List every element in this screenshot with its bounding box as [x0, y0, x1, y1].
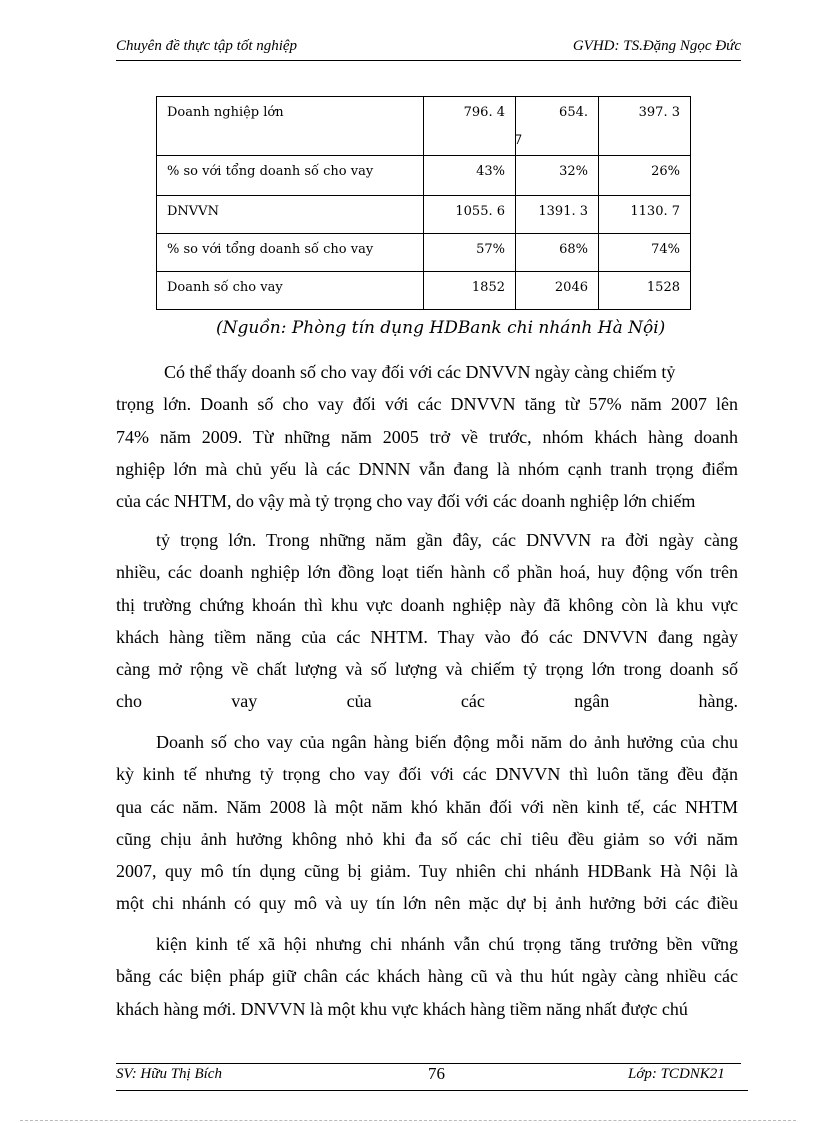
table-cell-value: 32% [516, 156, 599, 196]
text-line: nghiệp lớn mà chủ yếu là các DNNN vẫn đang là nhóm cạnh tranh trọng điểm [116, 458, 738, 479]
table-row [157, 272, 691, 310]
table-cell-value: 68% [516, 234, 599, 272]
table-cell-value: 57% [424, 234, 516, 272]
text-line: càng mở rộng về chất lượng và số lượng và chiếm tỷ trọng lớn trong doanh số [116, 659, 738, 680]
page-number: 76 [428, 1064, 445, 1083]
text-line: 74% năm 2009. Từ những năm 2005 trở về trước, nhóm khách hàng doanh [116, 426, 738, 447]
footer-class: Lớp: TCDNK21 [628, 1066, 725, 1082]
table-row [157, 196, 691, 234]
table-cell-value: 397. 3 [599, 97, 691, 156]
table-cell-value: 1852 [424, 272, 516, 310]
text-line: cho vay của các ngân hàng. [116, 691, 738, 712]
table-cell-label: Doanh nghiệp lớn [157, 97, 424, 156]
table-cell-value: 1055. 6 [424, 196, 516, 234]
table-cell-label: DNVVN [157, 196, 424, 234]
text-line: một chi nhánh có quy mô và uy tín lớn nên mặc dự bị ảnh hưởng bởi các điều [116, 893, 738, 914]
table-cell-value: 796. 4 [424, 97, 516, 156]
paragraph-3 [116, 726, 738, 920]
text-line: tỷ trọng lớn. Trong những năm gần đây, các DNVVN ra đời ngày càng [156, 530, 738, 550]
table-cell-label: % so với tổng doanh số cho vay [157, 156, 424, 196]
text-line: khách hàng tiềm năng của các NHTM. Thay vào đó các DNVVN đang ngày [116, 626, 738, 647]
table-row [157, 234, 691, 272]
table-cell-label: % so với tổng doanh số cho vay [157, 234, 424, 272]
paragraph-2 [116, 524, 738, 718]
table-cell-value: 74% [599, 234, 691, 272]
table-cell-value-part: 654. [559, 105, 588, 120]
table-cell-value: 26% [599, 156, 691, 196]
table-cell-label: Doanh số cho vay [157, 272, 424, 310]
text-line: cũng chịu ảnh hưởng không nhỏ khi đa số các chỉ tiêu đều giảm so với năm [116, 828, 738, 849]
table-row [157, 97, 691, 156]
paragraph-4 [116, 928, 738, 1025]
text-line: trọng lớn. Doanh số cho vay đối với các DNVVN tăng từ 57% năm 2007 lên [116, 394, 738, 415]
footer-student: SV: Hữu Thị Bích [116, 1066, 222, 1082]
text-line: Doanh số cho vay của ngân hàng biến động mỗi năm do ảnh hưởng của chu [156, 732, 738, 752]
table-cell-value-part: 7 [514, 133, 523, 148]
footer-bottom-rule [116, 1090, 748, 1091]
table-cell-value: 43% [424, 156, 516, 196]
table-cell-value [516, 97, 599, 156]
paragraph-1 [116, 356, 738, 517]
text-line: Có thể thấy doanh số cho vay đối với các DNVVN ngày càng chiếm tỷ [164, 362, 676, 382]
page-break-line [20, 1120, 796, 1121]
header-left-text: Chuyên đề thực tập tốt nghiệp [116, 38, 298, 54]
text-line: nhiều, các doanh nghiệp lớn đồng loạt tiến hành cổ phần hoá, huy động vốn trên [116, 562, 738, 583]
table-source-caption: (Nguồn: Phòng tín dụng HDBank chi nhánh Hà Nội) [216, 318, 666, 338]
text-line: 2007, quy mô tín dụng cũng bị giảm. Tuy nhiên chi nhánh HDBank Hà Nội là [116, 861, 738, 882]
text-line: qua các năm. Năm 2008 là một năm khó khăn đối với nền kinh tế, các NHTM [116, 796, 738, 817]
table-cell-value: 1391. 3 [516, 196, 599, 234]
text-line: khách hàng mới. DNVVN là một khu vực khách hàng tiềm năng nhất được chú [116, 998, 688, 1019]
text-line: kiện kinh tế xã hội nhưng chi nhánh vẫn chú trọng tăng trưởng bền vững [156, 934, 738, 954]
text-line: thị trường chứng khoán thì khu vực doanh nghiệp này đã không còn là khu vực [116, 594, 738, 615]
loan-table [156, 96, 691, 310]
header-right-text: GVHD: TS.Đặng Ngọc Đức [572, 38, 741, 54]
table-row [157, 156, 691, 196]
text-line: kỳ kinh tế nhưng tỷ trọng cho vay đối với các DNVVN thì luôn tăng đều đặn [116, 764, 738, 785]
text-line: bằng các biện pháp giữ chân các khách hàng cũ và thu hút ngày càng nhiều các [116, 966, 738, 987]
page-header [116, 38, 741, 61]
text-line: của các NHTM, do vậy mà tỷ trọng cho vay đối với các doanh nghiệp lớn chiếm [116, 491, 696, 512]
table-cell-value: 2046 [516, 272, 599, 310]
table-cell-value: 1528 [599, 272, 691, 310]
table-cell-value: 1130. 7 [599, 196, 691, 234]
